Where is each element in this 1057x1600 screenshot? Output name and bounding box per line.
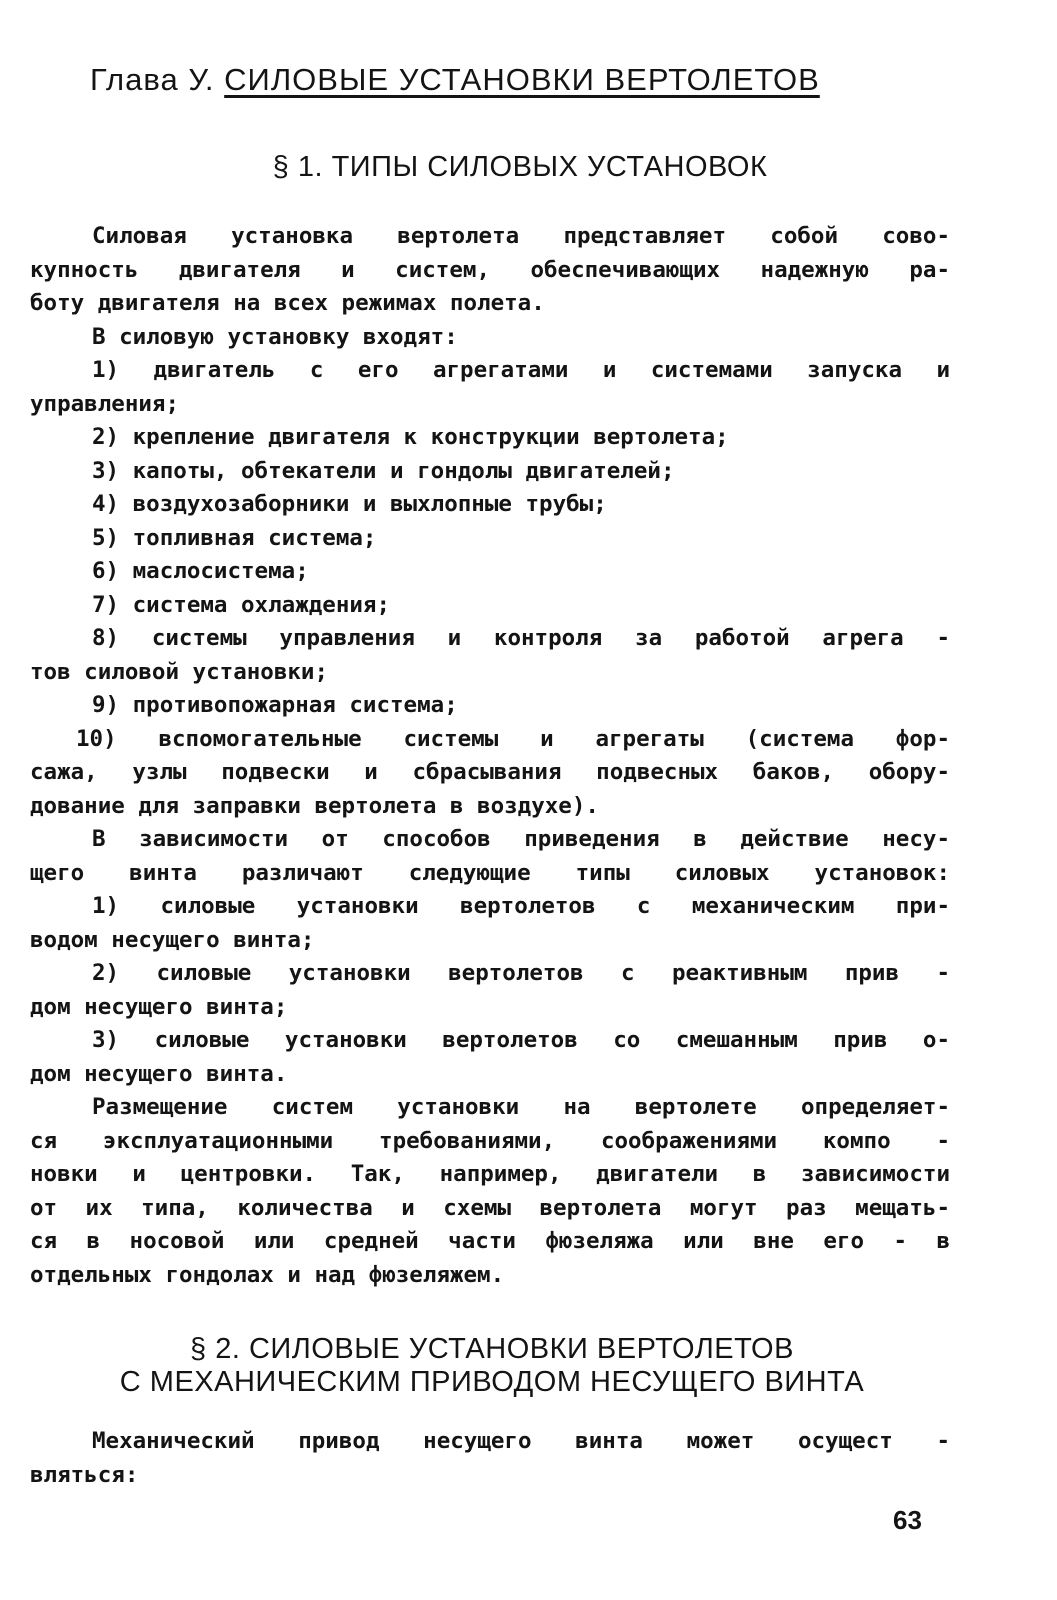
section-2-title — [0, 1333, 992, 1399]
text-line: Механический привод несущего винта может осущест - — [92, 1428, 950, 1454]
list-item: 6) маслосистема; — [92, 558, 309, 584]
list-item: 3) капоты, обтекатели и гондолы двигателей; — [92, 457, 675, 484]
text-line: тов силовой установки; — [30, 658, 329, 685]
text-line: водом несущего винта; — [30, 926, 315, 953]
list-item: 2) крепление двигателя к конструкции вертолета; — [92, 424, 729, 450]
list-item: 3) силовые установки вертолетов со смешанным прив о- — [92, 1027, 950, 1053]
text-line: управления; — [30, 390, 180, 417]
text-line: ся в носовой или средней части фюзеляжа или вне его - в — [30, 1228, 950, 1254]
text-line: новки и центровки. Так, например, двигатели в зависимости — [30, 1161, 950, 1187]
text-line: Силовая установка вертолета представляет собой сово- — [92, 223, 950, 249]
chapter-prefix: Глава У. — [90, 62, 215, 97]
chapter-heading — [90, 62, 820, 98]
text-line: дование для заправки вертолета в воздухе). — [30, 792, 599, 819]
list-item: 4) воздухозаборники и выхлопные трубы; — [92, 491, 607, 517]
list-item: 1) силовые установки вертолетов с механическим при- — [92, 893, 950, 919]
section-1-title: § 1. ТИПЫ СИЛОВЫХ УСТАНОВОК — [272, 151, 768, 183]
text-line: сажа, узлы подвески и сбрасывания подвесных баков, обору- — [30, 759, 950, 785]
text-line: от их типа, количества и схемы вертолета могут раз мещать- — [30, 1194, 950, 1221]
text-line: щего винта различают следующие типы силовых установок: — [30, 859, 950, 886]
list-item: 8) системы управления и контроля за работой агрега - — [92, 625, 950, 651]
list-item: 10) вспомогательные системы и агрегаты (система фор- — [76, 725, 950, 752]
text-line: дом несущего винта; — [30, 993, 288, 1020]
list-item: 5) топливная система; — [92, 524, 377, 551]
text-line: боту двигателя на всех режимах полета. — [30, 290, 545, 316]
chapter-title: СИЛОВЫЕ УСТАНОВКИ ВЕРТОЛЕТОВ — [224, 62, 820, 97]
text-line: отдельных гондолах и над фюзеляжем. — [30, 1261, 505, 1288]
section-1-body — [30, 220, 950, 1292]
text-line: Размещение систем установки на вертолете определяет- — [92, 1094, 950, 1120]
text-line: дом несущего винта. — [30, 1060, 288, 1087]
text-line: купность двигателя и систем, обеспечивающих надежную ра- — [30, 256, 950, 283]
section-2-body — [30, 1425, 950, 1492]
list-item: 1) двигатель с его агрегатами и системами запуска и — [92, 357, 950, 383]
text-line: ся эксплуатационными требованиями, соображениями компо - — [30, 1127, 950, 1154]
text-line: вляться: — [30, 1461, 139, 1488]
section-2-title-line-2: С МЕХАНИЧЕСКИМ ПРИВОДОМ НЕСУЩЕГО ВИНТА — [119, 1366, 865, 1398]
text-line: В зависимости от способов приведения в действие несу- — [92, 826, 950, 852]
list-item: 9) противопожарная система; — [92, 692, 458, 718]
list-item: 7) система охлаждения; — [92, 591, 391, 618]
text-line: В силовую установку входят: — [92, 323, 458, 350]
list-item: 2) силовые установки вертолетов с реактивным прив - — [92, 960, 950, 986]
section-2-title-line-1: § 2. СИЛОВЫЕ УСТАНОВКИ ВЕРТОЛЕТОВ — [190, 1333, 794, 1365]
page-number: 63 — [893, 1505, 922, 1535]
